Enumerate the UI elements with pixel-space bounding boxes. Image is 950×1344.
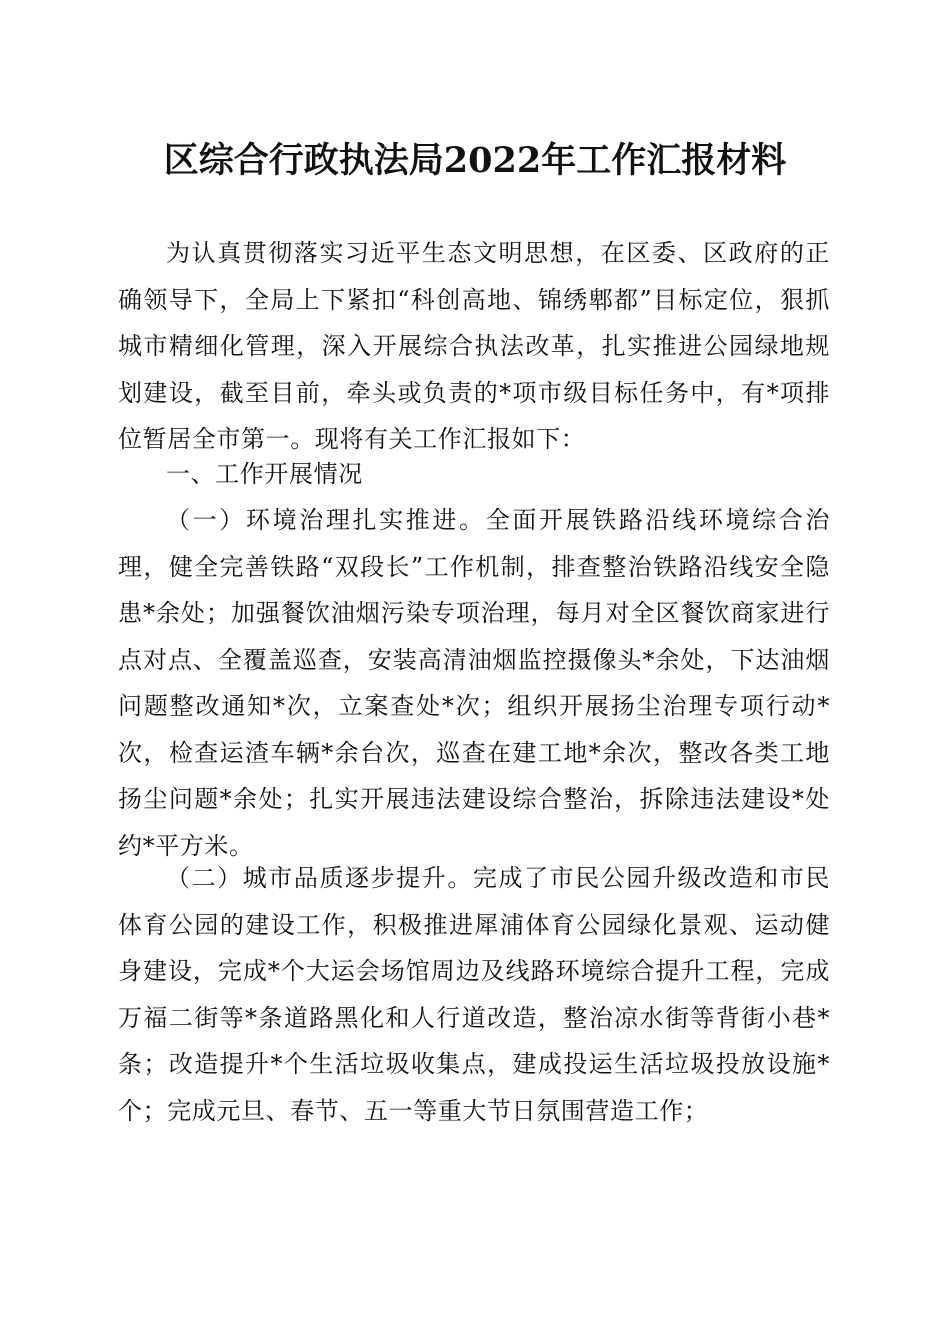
paragraph-lead: （二）城市品质逐步提升。 xyxy=(166,864,473,892)
paragraph-body: 全面开展铁路沿线环境综合治理，健全完善铁路“双段长”工作机制，排查整治铁路沿线安全隐患*余处；加强餐饮油烟污染专项治理，每月对全区餐饮商家进行点对点、全覆盖巡查，安装高清油烟监控摄像头*余处，下达油烟问题整改通知*次，立案查处*次；组织开展扬尘治理专项行动*次，检查运渣车辆*余台次，巡查在建工地*余次，整改各类工地扬尘问题*余处；扎实开展违法建设综合整治，拆除违法建设*处约*平方米。 xyxy=(118,506,830,860)
paragraph-lead: （一）环境治理扎实推进。 xyxy=(166,506,486,534)
paragraph-environment-governance xyxy=(118,497,830,869)
intro-paragraph: 为认真贯彻落实习近平生态文明思想，在区委、区政府的正确领导下，全局上下紧扣“科创高地、锦绣郫都”目标定位，狠抓城市精细化管理，深入开展综合执法改革，扎实推进公园绿地规划建设，截至目前，牵头或负责的*项市级目标任务中，有*项排位暂居全市第一。现将有关工作汇报如下： xyxy=(118,239,830,453)
paragraph-body: 完成了市民公园升级改造和市民体育公园的建设工作，积极推进犀浦体育公园绿化景观、运动健身建设，完成*个大运会场馆周边及线路环境综合提升工程，完成万福二街等*条道路黑化和人行道改造，整治凉水街等背街小巷*条；改造提升*个生活垃圾收集点，建成投运生活垃圾投放设施*个；完成元旦、春节、五一等重大节日氛围营造工作； xyxy=(118,864,831,1125)
section-heading-work-status: 一、工作开展情况 xyxy=(166,460,363,488)
paragraph-city-quality xyxy=(118,855,830,1134)
document-title: 区综合行政执法局2022年工作汇报材料 xyxy=(163,140,787,181)
